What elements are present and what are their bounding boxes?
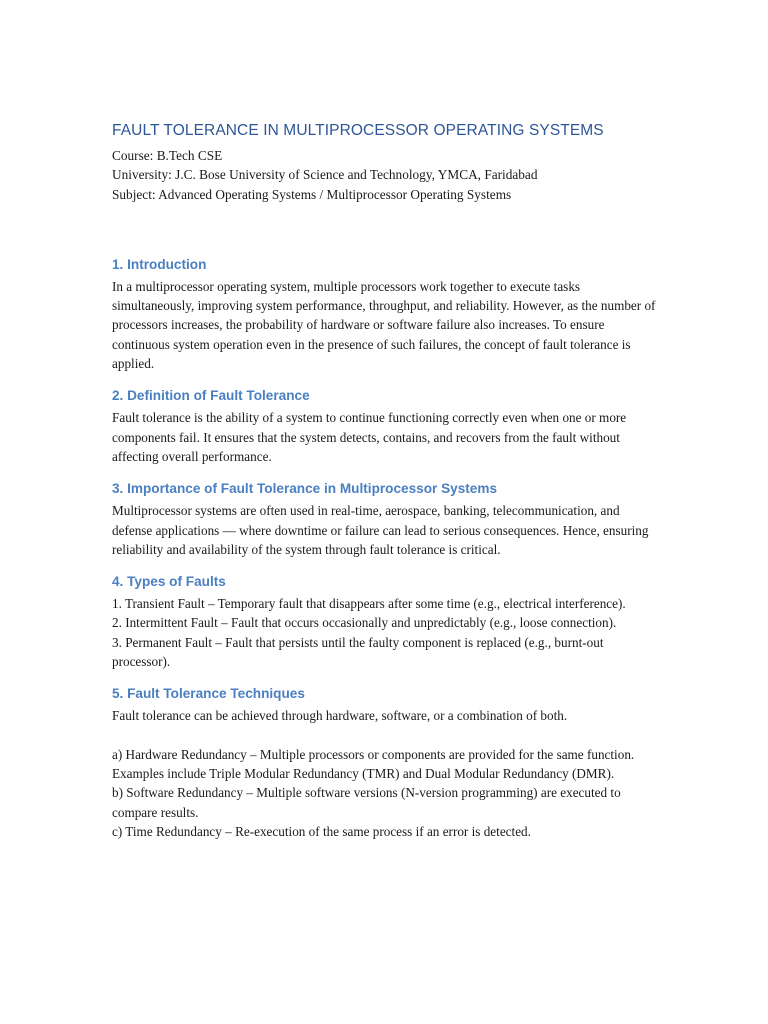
paragraph-gap bbox=[112, 726, 660, 745]
section-introduction bbox=[112, 256, 660, 373]
section-paragraph: Multiprocessor systems are often used in real-time, aerospace, banking, telecommunication, and defense applications — where downtime or failure can lead to serious consequences. Hence, ensuring reliability and availability of the system through fault tolerance is critical. bbox=[112, 503, 649, 557]
list-item: b) Software Redundancy – Multiple software versions (N-version programming) are executed to compare results. bbox=[112, 785, 621, 820]
section-heading: 5. Fault Tolerance Techniques bbox=[112, 686, 305, 702]
subject-line: Subject: Advanced Operating Systems / Multiprocessor Operating Systems bbox=[112, 186, 512, 202]
section-importance bbox=[112, 480, 660, 559]
list-item: a) Hardware Redundancy – Multiple processors or components are provided for the same function. Examples include Triple Modular Redundancy (TMR) and Dual Modular Redundancy (DMR). bbox=[112, 746, 635, 781]
document-title: FAULT TOLERANCE IN MULTIPROCESSOR OPERATING SYSTEMS bbox=[112, 122, 604, 139]
section-techniques bbox=[112, 685, 660, 841]
course-line: Course: B.Tech CSE bbox=[112, 148, 223, 163]
section-paragraph: In a multiprocessor operating system, multiple processors work together to execute tasks simultaneously, improving system performance, throughput, and reliability. However, as the number of processors increases, the probability of hardware or software failure also increases. To ensure continuous system operation even in the presence of such failures, the concept of fault tolerance is applied. bbox=[112, 278, 656, 372]
document-page bbox=[112, 122, 660, 855]
section-paragraph: Fault tolerance can be achieved through hardware, software, or a combination of both. bbox=[112, 708, 568, 724]
university-line: University: J.C. Bose University of Science and Technology, YMCA, Faridabad bbox=[112, 167, 538, 183]
section-heading: 2. Definition of Fault Tolerance bbox=[112, 388, 310, 404]
section-heading: 3. Importance of Fault Tolerance in Multiprocessor Systems bbox=[112, 481, 497, 497]
list-item: 3. Permanent Fault – Fault that persists until the faulty component is replaced (e.g., burnt-out processor). bbox=[112, 634, 604, 670]
section-heading: 1. Introduction bbox=[112, 256, 207, 272]
list-item: 2. Intermittent Fault – Fault that occurs occasionally and unpredictably (e.g., loose connection). bbox=[112, 615, 617, 631]
section-heading: 4. Types of Faults bbox=[112, 574, 226, 590]
list-item: 1. Transient Fault – Temporary fault that disappears after some time (e.g., electrical interference). bbox=[112, 596, 626, 612]
section-types-of-faults bbox=[112, 573, 660, 671]
document-meta bbox=[112, 146, 660, 204]
section-paragraph: Fault tolerance is the ability of a system to continue functioning correctly even when one or more components fail. It ensures that the system detects, contains, and recovers from the fault without affecting overall performance. bbox=[112, 410, 627, 464]
section-definition bbox=[112, 387, 660, 466]
list-item: c) Time Redundancy – Re-execution of the same process if an error is detected. bbox=[112, 823, 531, 839]
